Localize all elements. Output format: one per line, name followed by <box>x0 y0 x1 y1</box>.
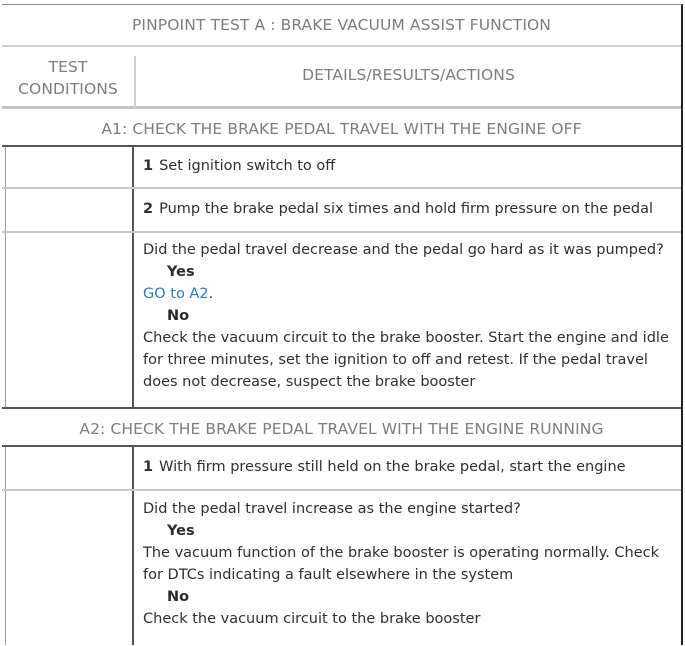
yes-label: Yes <box>167 264 195 280</box>
table-title: PINPOINT TEST A : BRAKE VACUUM ASSIST FUNCTION <box>131 16 551 34</box>
no-action-text: does not decrease, suspect the brake booster <box>143 374 476 390</box>
a2-step-header: A2: CHECK THE BRAKE PEDAL TRAVEL WITH THE ENGINE RUNNING <box>2 409 681 447</box>
table-row <box>2 147 681 189</box>
column-header-row <box>2 47 681 109</box>
table-row <box>2 491 681 645</box>
details-cell <box>133 233 681 407</box>
yes-action-text: The vacuum function of the brake booster is operating normally. Check <box>143 545 660 561</box>
test-conditions-header: TEST CONDITIONS <box>2 56 136 107</box>
table-row <box>2 233 681 409</box>
table-row <box>2 447 681 491</box>
no-action-text: Check the vacuum circuit to the brake booster <box>143 611 481 627</box>
table-row <box>2 189 681 233</box>
a1-step-header: A1: CHECK THE BRAKE PEDAL TRAVEL WITH THE ENGINE OFF <box>2 109 681 147</box>
table-title-row <box>2 5 681 47</box>
no-label: No <box>167 308 190 324</box>
pinpoint-test-table <box>2 4 683 645</box>
details-cell <box>133 189 681 231</box>
details-cell <box>133 447 681 489</box>
no-action-text: for three minutes, set the ignition to off and retest. If the pedal travel <box>143 352 648 368</box>
test-conditions-cell <box>5 491 134 645</box>
details-cell <box>133 491 681 645</box>
go-to-a2-link[interactable]: GO to A2. <box>143 286 214 302</box>
details-cell <box>133 147 681 187</box>
yes-action-text: for DTCs indicating a fault elsewhere in the system <box>143 567 514 583</box>
step-text: 1 Set ignition switch to off <box>143 158 336 174</box>
test-conditions-cell <box>5 233 134 407</box>
question-text: Did the pedal travel increase as the engine started? <box>143 501 521 517</box>
no-label: No <box>167 589 190 605</box>
test-conditions-cell <box>5 147 134 187</box>
details-header: DETAILS/RESULTS/ACTIONS <box>302 66 515 84</box>
test-conditions-cell <box>5 447 134 489</box>
question-text: Did the pedal travel decrease and the pedal go hard as it was pumped? <box>143 242 664 258</box>
step-text: 2 Pump the brake pedal six times and hold firm pressure on the pedal <box>143 201 654 217</box>
step-text: 1 With firm pressure still held on the brake pedal, start the engine <box>143 459 626 475</box>
test-conditions-cell <box>5 189 134 231</box>
no-action-text: Check the vacuum circuit to the brake booster. Start the engine and idle <box>143 330 669 346</box>
yes-label: Yes <box>167 523 195 539</box>
